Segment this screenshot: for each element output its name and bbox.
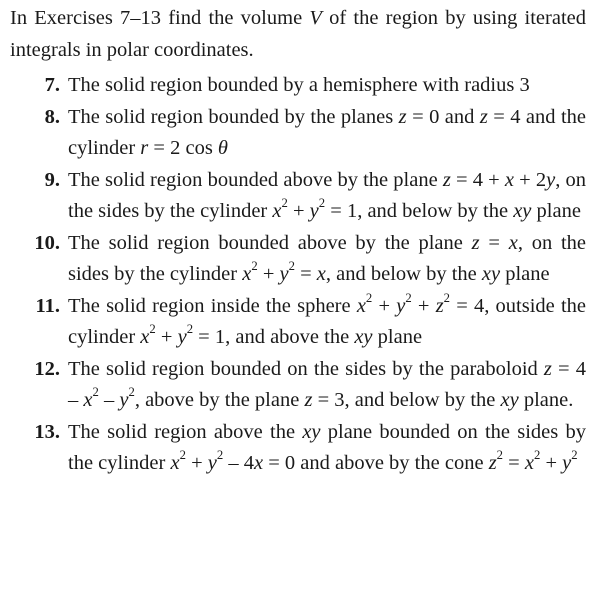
exercise-text: The solid region bounded above by the plane z = x, on the sides by the cylinder $x^2 + y^2 = x$, and below by the xy plane	[68, 231, 586, 285]
exercise-9	[10, 165, 586, 228]
intro-paragraph	[10, 3, 586, 66]
exercise-number: 10.	[34, 231, 60, 254]
exercise-10	[10, 228, 586, 291]
exercise-text: The solid region bounded above by the plane z = 4 + x + 2y, on the sides by the cylinder $x^2 + y^2 = 1$, and below by the xy plane	[68, 168, 587, 222]
exercise-text: The solid region bounded by a hemisphere with radius 3	[68, 74, 530, 96]
intro-text: of the region by using iterated integrals in polar coordinates.	[10, 7, 586, 61]
exercise-text: The solid region above the xy plane bounded on the sides by the cylinder $x^2 + y^2 - 4x = 0$ and above by the cone $z^2 = x^2 + y^2$	[68, 420, 586, 474]
exercise-list	[10, 70, 586, 480]
exercise-number: 8.	[44, 105, 60, 128]
exercise-7	[10, 70, 586, 102]
exercise-number: 12.	[34, 357, 60, 380]
exercise-11	[10, 291, 586, 354]
exercise-text: The solid region bounded by the planes z = 0 and z = 4 and the cylinder r = 2 cos θ	[68, 105, 586, 159]
intro-text: In Exercises 7–13 find the volume	[10, 7, 310, 29]
exercise-13	[10, 417, 586, 480]
exercise-number: 11.	[35, 294, 60, 317]
exercise-number: 9.	[44, 168, 60, 191]
exercise-number: 7.	[44, 74, 60, 96]
variable-V: V	[309, 7, 322, 29]
exercise-text: The solid region bounded on the sides by the paraboloid $z = 4 - x^2 - y^2$, above by the plane z = 3, and below by the xy plane.	[68, 357, 587, 411]
exercise-8	[10, 102, 586, 165]
exercise-text: The solid region inside the sphere $x^2 + y^2 + z^2 = 4$, outside the cylinder $x^2 + y^2 = 1$, and above the xy plane	[68, 290, 587, 348]
exercise-12	[10, 354, 586, 417]
exercise-number: 13.	[34, 420, 60, 443]
